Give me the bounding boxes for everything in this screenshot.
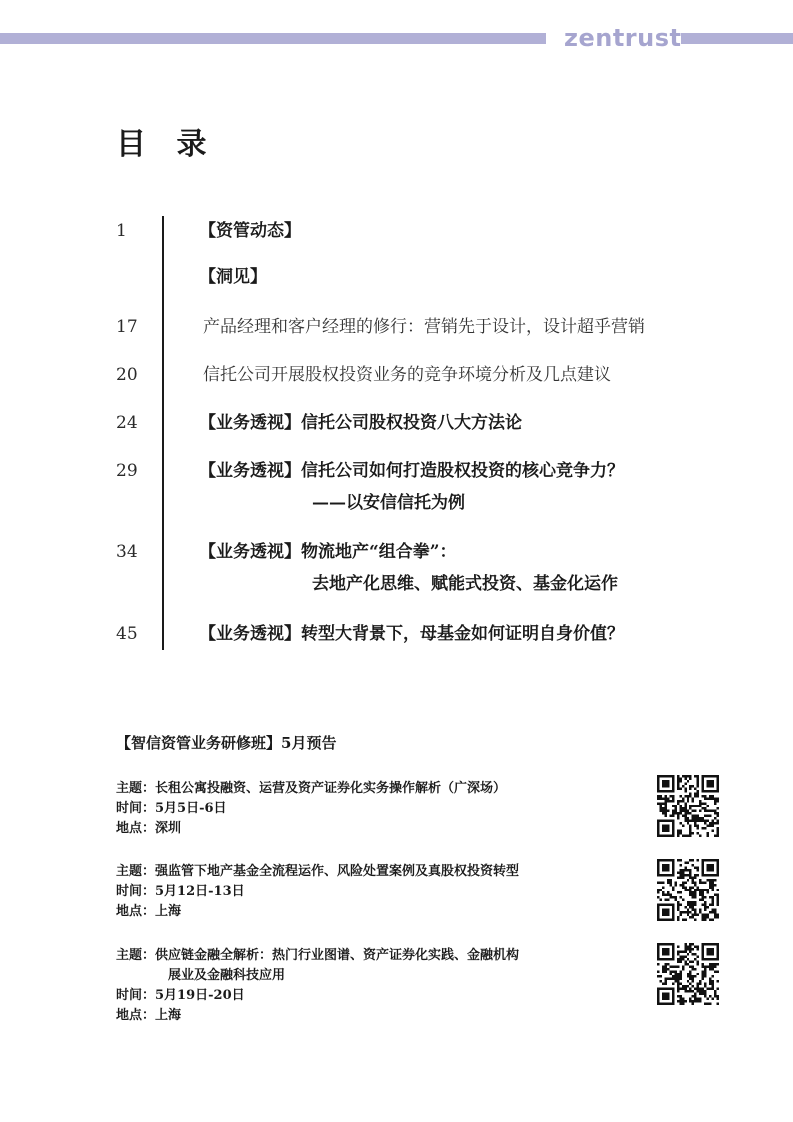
toc-entry[interactable]: 【业务透视】物流地产“组合拳”：: [199, 542, 457, 562]
course-item: [116, 946, 519, 1026]
announcement-title: 【智信资管业务研修班】5月预告: [116, 734, 337, 752]
course-place: 地点：深圳: [116, 821, 182, 836]
toc-page-number: 1: [116, 221, 127, 241]
qr-code-icon[interactable]: [657, 943, 719, 1005]
qr-code-icon[interactable]: [657, 859, 719, 921]
course-item: [116, 779, 506, 839]
toc-page-number: 20: [116, 365, 138, 385]
toc-page-number: 24: [116, 413, 138, 433]
qr-code-icon[interactable]: [657, 775, 719, 837]
toc-page-number: 45: [116, 624, 138, 644]
course-topic: 主题：强监管下地产基金全流程运作、风险处置案例及真股权投资转型: [116, 864, 520, 879]
toc-entry[interactable]: 【资管动态】: [199, 221, 301, 241]
course-item: [116, 862, 519, 922]
brand-logo: zentrust: [564, 24, 682, 52]
toc-entry-subtitle: ——以安信信托为例: [312, 493, 465, 513]
toc-entry[interactable]: 【业务透视】信托公司如何打造股权投资的核心竞争力？: [199, 461, 624, 481]
toc-entry[interactable]: 【业务透视】信托公司股权投资八大方法论: [199, 413, 522, 433]
toc-divider: [162, 216, 164, 650]
header-bar-right: [681, 33, 793, 44]
course-time: 时间：5月5日-6日: [116, 801, 227, 816]
toc-entry[interactable]: 【业务透视】转型大背景下，母基金如何证明自身价值？: [199, 624, 624, 644]
toc-page-number: 34: [116, 542, 138, 562]
course-topic: 主题：长租公寓投融资、运营及资产证券化实务操作解析（广深场）: [116, 781, 507, 796]
toc-page-number: 17: [116, 317, 138, 337]
header-bar-left: [0, 33, 546, 44]
toc-entry[interactable]: 产品经理和客户经理的修行：营销先于设计，设计超乎营销: [203, 317, 645, 337]
toc-page-number: 29: [116, 461, 138, 481]
course-time: 时间：5月12日-13日: [116, 884, 245, 899]
course-topic-continued: 展业及金融科技应用: [168, 968, 286, 983]
course-topic: 主题：供应链金融全解析：热门行业图谱、资产证券化实践、金融机构: [116, 948, 520, 963]
page-title: 目 录: [116, 127, 217, 162]
toc-entry[interactable]: 【洞见】: [199, 267, 267, 287]
course-place: 地点：上海: [116, 904, 182, 919]
course-place: 地点：上海: [116, 1008, 182, 1023]
toc-entry[interactable]: 信托公司开展股权投资业务的竞争环境分析及几点建议: [203, 365, 611, 385]
toc-entry-subtitle: 去地产化思维、赋能式投资、基金化运作: [312, 574, 618, 594]
course-time: 时间：5月19日-20日: [116, 988, 245, 1003]
